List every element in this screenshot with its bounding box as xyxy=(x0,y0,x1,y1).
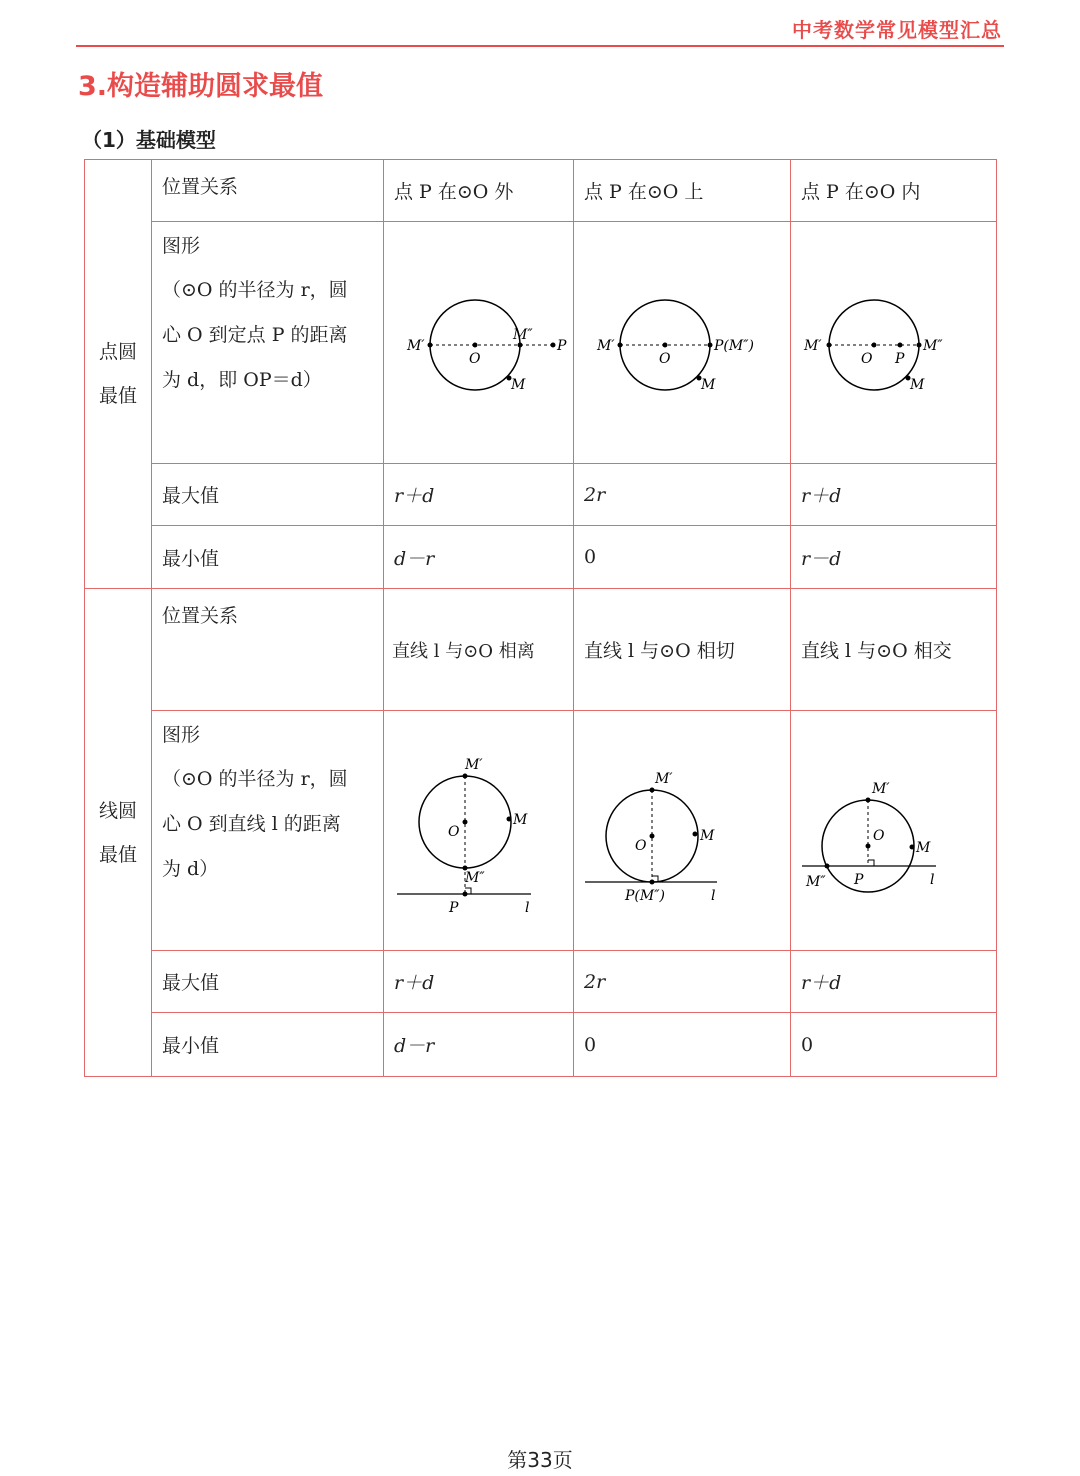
label-p: P xyxy=(853,871,863,888)
label-p: P xyxy=(556,337,566,354)
min-value: d－r xyxy=(384,1013,574,1077)
min-value: d－r xyxy=(384,526,574,589)
figure-line-tangent xyxy=(574,711,791,951)
figure-desc-line: 心 O 到定点 P 的距离 xyxy=(162,324,348,346)
table-row xyxy=(85,589,997,711)
label-m-prime: M′ xyxy=(406,337,425,354)
label-m: M xyxy=(700,376,715,393)
position-cell: 点 P 在⊙O 外 xyxy=(384,160,574,222)
figure-point-inside xyxy=(791,222,997,464)
min-value: 0 xyxy=(574,1013,791,1077)
min-label: 最小值 xyxy=(152,526,384,589)
label-o: O xyxy=(658,350,670,367)
position-cell: 直线 l 与⊙O 相交 xyxy=(791,589,997,711)
label-m-prime: M′ xyxy=(464,756,483,773)
table-row xyxy=(85,1013,997,1077)
label-l: l xyxy=(710,887,715,904)
figure-point-on xyxy=(574,222,791,464)
table-row xyxy=(85,222,997,464)
position-cell: 直线 l 与⊙O 相离 xyxy=(384,589,574,711)
section-title: 3.构造辅助圆求最值 xyxy=(78,71,324,102)
figure-desc-line: 为 d） xyxy=(162,858,219,880)
label-o: O xyxy=(872,827,884,844)
sub-title: （1）基础模型 xyxy=(82,128,216,152)
figure-line-intersect xyxy=(791,711,997,951)
label-m-prime: M′ xyxy=(596,337,615,354)
table-row xyxy=(85,526,997,589)
position-label: 位置关系 xyxy=(152,589,384,711)
max-value: r＋d xyxy=(791,464,997,526)
label-m-double-prime: M″ xyxy=(922,337,943,354)
header-title: 中考数学常见模型汇总 xyxy=(792,18,1002,42)
position-cell: 点 P 在⊙O 内 xyxy=(791,160,997,222)
label-l: l xyxy=(929,871,934,888)
position-label: 位置关系 xyxy=(152,160,384,222)
label-p: P xyxy=(448,899,458,916)
label-m: M xyxy=(699,827,714,844)
figure-desc-line: （⊙O 的半径为 r，圆 xyxy=(162,279,348,301)
label-m-double-prime: M″ xyxy=(805,873,826,890)
figure-desc-line: 心 O 到直线 l 的距离 xyxy=(162,813,341,835)
label-o: O xyxy=(634,837,646,854)
label-p-m-double-prime: P(M″) xyxy=(713,337,754,354)
figure-label: 图形 xyxy=(162,235,201,257)
position-cell: 点 P 在⊙O 上 xyxy=(574,160,791,222)
figure-label-cell xyxy=(152,222,384,464)
label-m-prime: M′ xyxy=(654,770,673,787)
label-p-m-double-prime: P(M″) xyxy=(624,887,665,904)
figure-point-outside xyxy=(384,222,574,464)
label-o: O xyxy=(447,823,459,840)
table-row xyxy=(85,951,997,1013)
group-name-point-circle: 点圆 最值 xyxy=(85,160,152,589)
min-value: r－d xyxy=(791,526,997,589)
label-m-prime: M′ xyxy=(871,780,890,797)
table-row xyxy=(85,464,997,526)
max-value: r＋d xyxy=(384,464,574,526)
header-divider xyxy=(76,45,1004,47)
min-label: 最小值 xyxy=(152,1013,384,1077)
group-name-line-circle: 线圆 最值 xyxy=(85,589,152,1077)
min-value: 0 xyxy=(791,1013,997,1077)
max-label: 最大值 xyxy=(152,951,384,1013)
label-m: M xyxy=(909,376,924,393)
label-m-prime: M′ xyxy=(803,337,822,354)
label-m: M xyxy=(512,811,527,828)
label-m-double-prime: M″ xyxy=(464,869,485,886)
figure-label-cell xyxy=(152,711,384,951)
model-table xyxy=(84,159,997,1077)
figure-desc-line: （⊙O 的半径为 r，圆 xyxy=(162,768,348,790)
min-value: 0 xyxy=(574,526,791,589)
label-l: l xyxy=(524,899,529,916)
max-value: r＋d xyxy=(791,951,997,1013)
position-cell: 直线 l 与⊙O 相切 xyxy=(574,589,791,711)
label-m: M xyxy=(915,839,930,856)
label-m-double-prime: M″ xyxy=(512,326,533,343)
table-row xyxy=(85,711,997,951)
figure-line-separate xyxy=(384,711,574,951)
label-o: O xyxy=(468,350,480,367)
figure-label: 图形 xyxy=(162,724,201,746)
max-label: 最大值 xyxy=(152,464,384,526)
figure-desc-line: 为 d，即 OP＝d） xyxy=(162,369,322,391)
label-m: M xyxy=(510,376,525,393)
max-value: r＋d xyxy=(384,951,574,1013)
page-number: 第33页 xyxy=(507,1448,573,1472)
table-row xyxy=(85,160,997,222)
label-p: P xyxy=(894,350,904,367)
max-value: 2r xyxy=(574,464,791,526)
label-o: O xyxy=(860,350,872,367)
max-value: 2r xyxy=(574,951,791,1013)
